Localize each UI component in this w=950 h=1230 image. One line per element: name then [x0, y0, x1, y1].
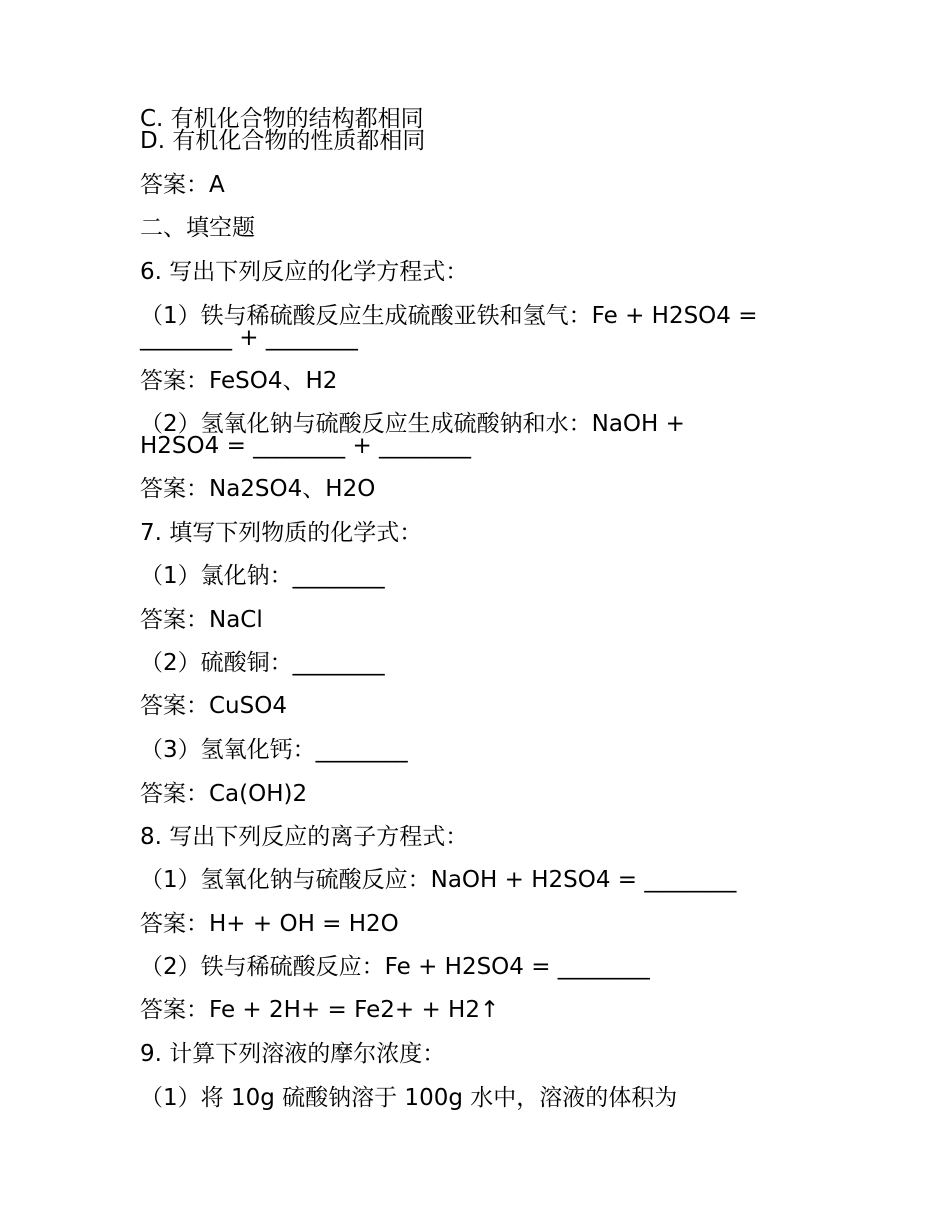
question-7-part-2: （2）硫酸铜：________ [140, 650, 385, 676]
question-8: 8. 写出下列反应的离子方程式： [140, 824, 469, 850]
question-6: 6. 写出下列反应的化学方程式： [140, 259, 469, 285]
question-8-part-2: （2）铁与稀硫酸反应：Fe + H2SO4 = ________ [140, 954, 650, 980]
question-7-part-3: （3）氢氧化钙：________ [140, 737, 408, 763]
question-6-part-1-continued: ________ + ________ [140, 325, 358, 351]
answer-line: 答案：H+ + OH = H2O [140, 911, 399, 937]
answer-line: 答案：Na2SO4、H2O [140, 476, 376, 502]
question-9-part-1: （1）将 10g 硫酸钠溶于 100g 水中，溶液的体积为 [140, 1085, 678, 1111]
answer-line: 答案：NaCl [140, 607, 263, 633]
answer-line: 答案：CuSO4 [140, 693, 287, 719]
answer-line: 答案：A [140, 172, 225, 198]
question-8-part-1: （1）氢氧化钠与硫酸反应：NaOH + H2SO4 = ________ [140, 867, 737, 893]
question-7-part-1: （1）氯化钠：________ [140, 563, 385, 589]
question-6-part-2-continued: H2SO4 = ________ + ________ [140, 433, 472, 459]
answer-line: 答案：Fe + 2H+ = Fe2+ + H2↑ [140, 997, 500, 1023]
question-9: 9. 计算下列溶液的摩尔浓度： [140, 1041, 446, 1067]
question-7: 7. 填写下列物质的化学式： [140, 520, 423, 546]
answer-line: 答案：Ca(OH)2 [140, 781, 308, 807]
option-c: C. 有机化合物的结构都相同 [140, 106, 424, 132]
question-6-part-1: （1）铁与稀硫酸反应生成硫酸亚铁和氢气：Fe + H2SO4 = [140, 303, 758, 329]
question-6-part-2: （2）氢氧化钠与硫酸反应生成硫酸钠和水：NaOH + [140, 411, 685, 437]
answer-line: 答案：FeSO4、H2 [140, 368, 338, 394]
option-d: D. 有机化合物的性质都相同 [140, 128, 426, 154]
section-heading: 二、填空题 [140, 215, 255, 241]
